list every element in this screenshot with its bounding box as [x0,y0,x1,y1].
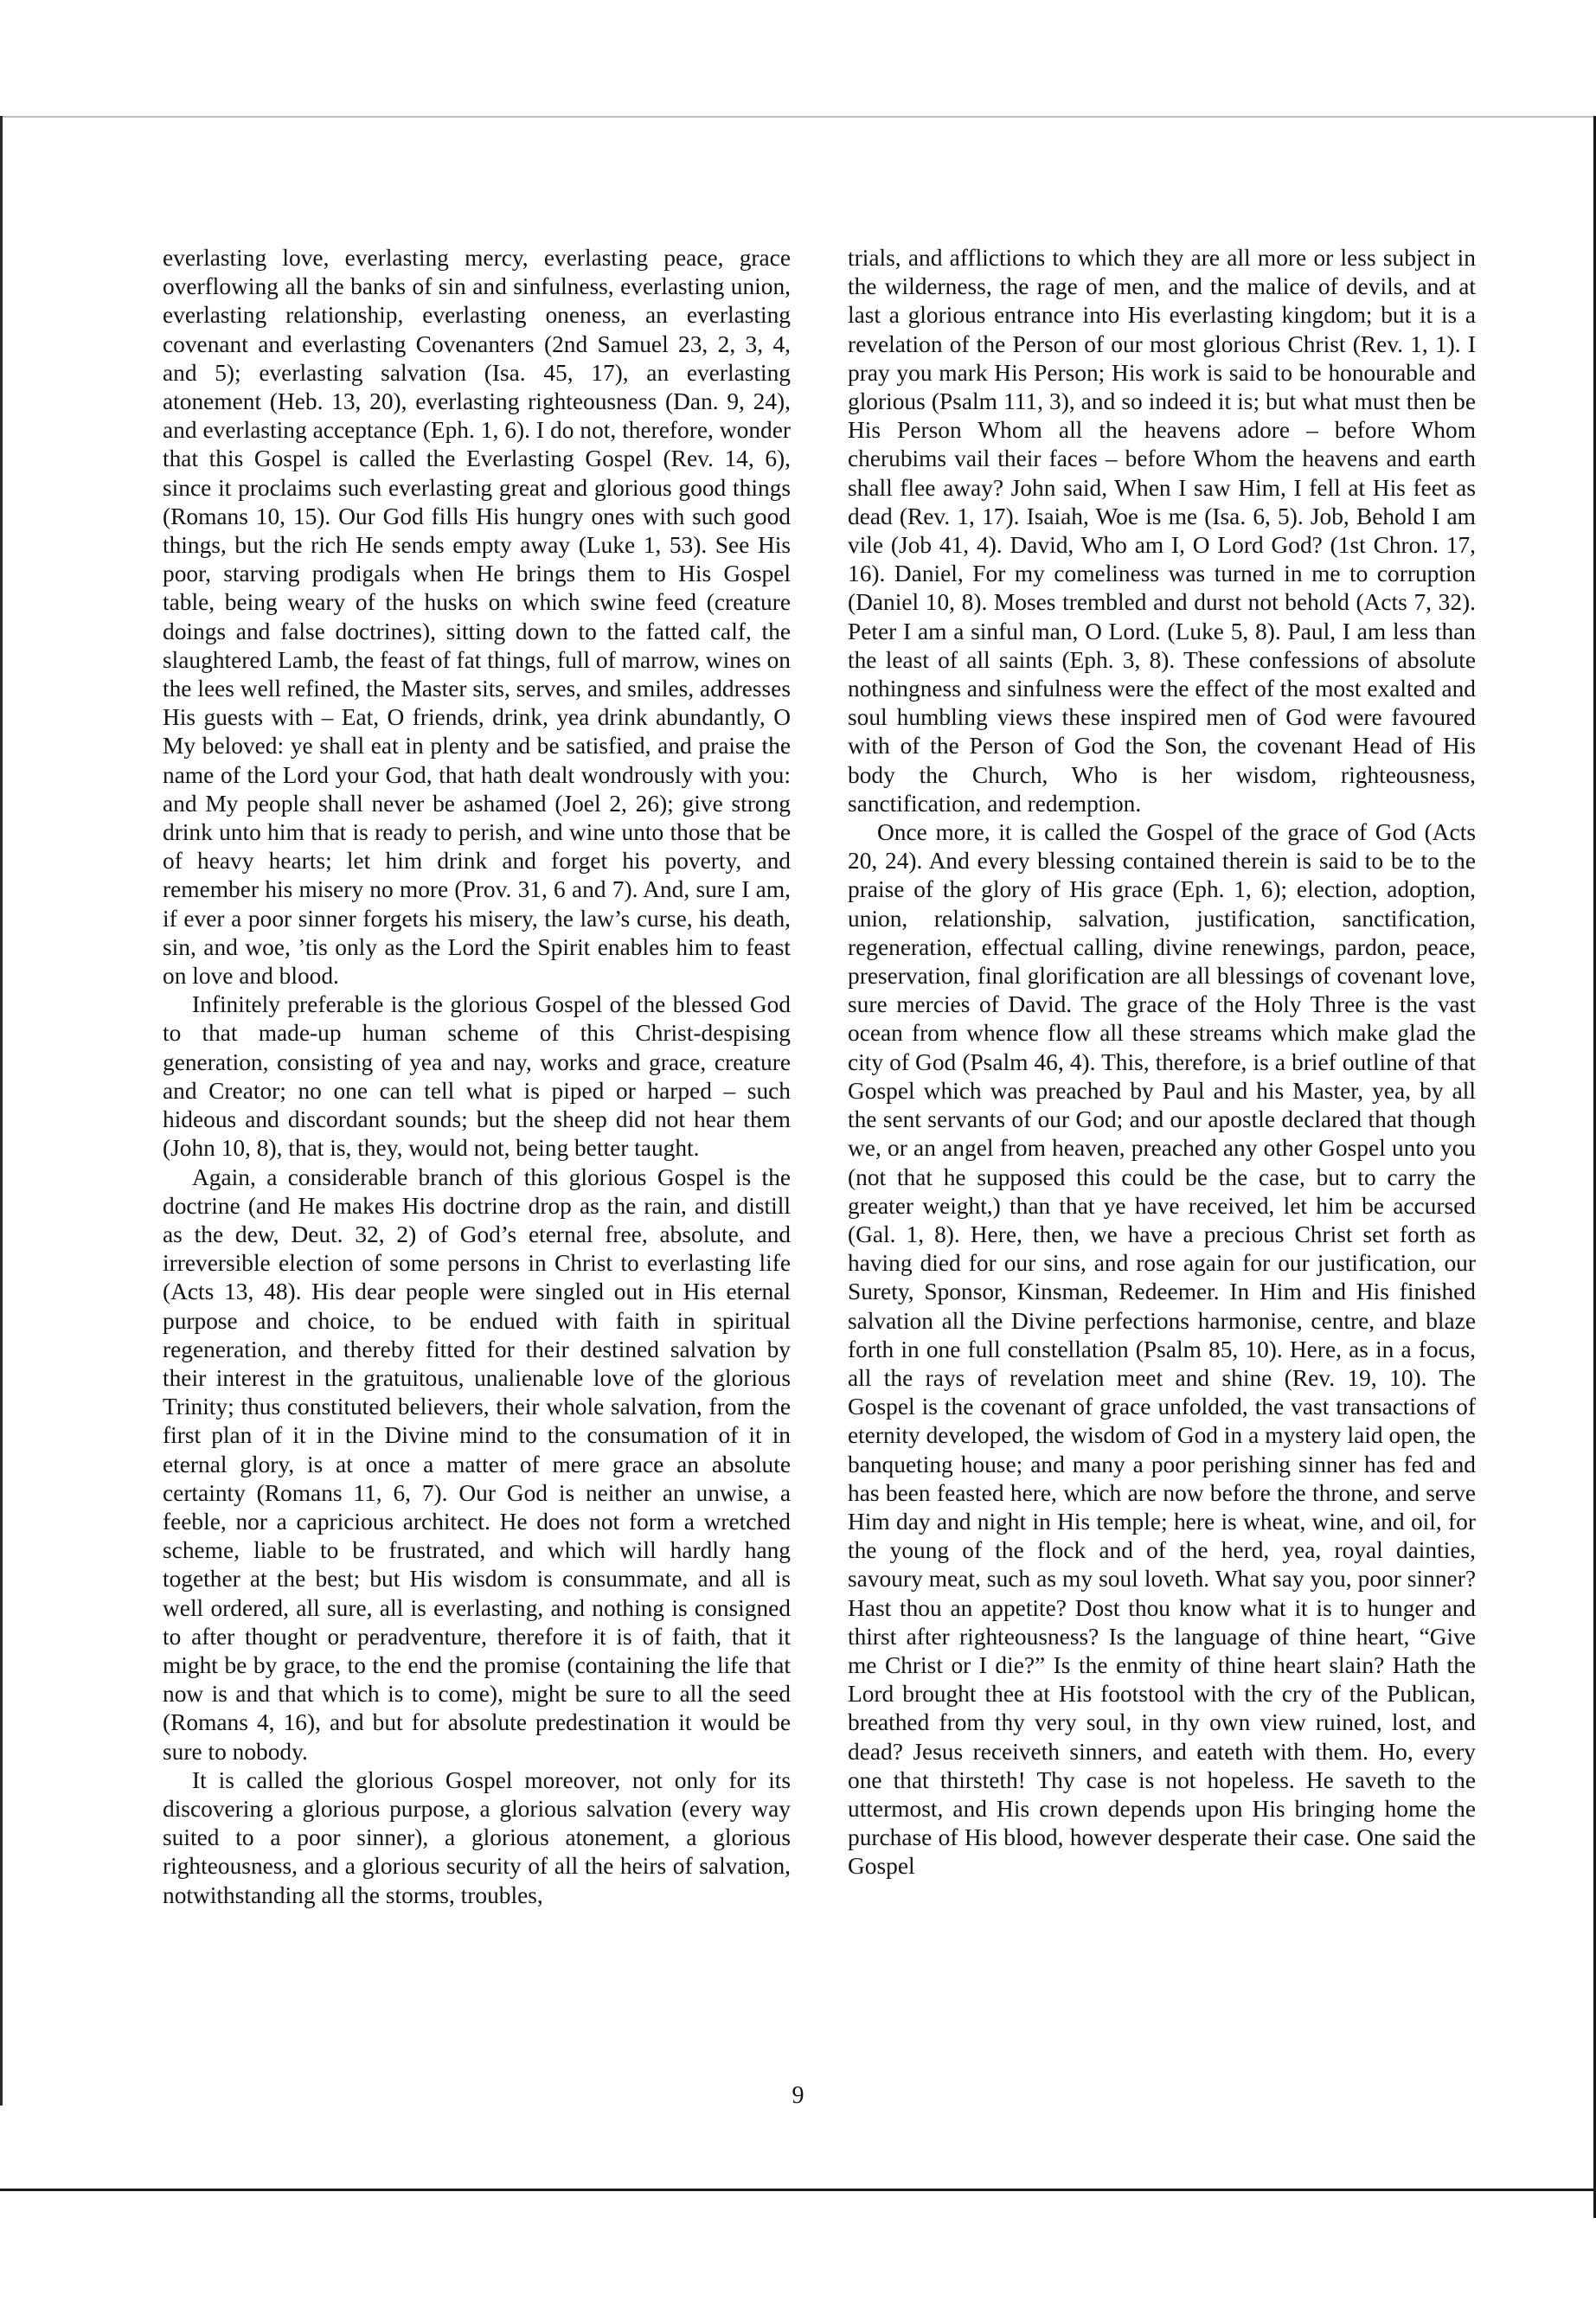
paragraph: It is called the glorious Gospel moreover, not only for its discovering a glorious purpose, a glorious salvation (every way suited to a poor sinner), a glorious atonement, a glorious righteousness, and a glorious security of all the heirs of salvation, notwithstanding all the storms, troubles, [163,1766,791,1908]
page-border-bottom [0,2189,1596,2191]
page-border-left [0,116,3,2106]
paragraph: Again, a considerable branch of this glorious Gospel is the doctrine (and He makes His doctrine drop as the rain, and distill as the dew, Deut. 32, 2) of God’s eternal free, absolute, and irreversible election of some persons in Christ to everlasting life (Acts 13, 48). His dear people were singled out in His eternal purpose and choice, to be endued with faith in spiritual regeneration, and thereby fitted for their destined salvation by their interest in the gratuitous, unalienable love of the glorious Trinity; thus constituted believers, their whole salvation, from the first plan of it in the Divine mind to the consumation of it in eternal glory, is at once a matter of mere grace an absolute certainty (Romans 11, 6, 7). Our God is neither an unwise, a feeble, nor a capricious architect. He does not form a wretched scheme, liable to be frustrated, and which will hardly hang together at the best; but His wisdom is consummate, and all is well ordered, all sure, all is everlasting, and nothing is consigned to after thought or peradventure, therefore it is of faith, that it might be by grace, to the end the promise (containing the life that now is and that which is to come), might be sure to all the seed (Romans 4, 16), and but for absolute predestination it would be sure to nobody. [163,1163,791,1765]
paragraph: trials, and afflictions to which they are all more or less subject in the wilderness, the rage of men, and the malice of devils, and at last a glorious entrance into His everlasting kingdom; but it is a revelation of the Person of our most glorious Christ (Rev. 1, 1). I pray you mark His Person; His work is said to be honourable and glorious (Psalm 111, 3), and so indeed it is; but what must then be His Person Whom all the heavens adore – before Whom cherubims vail their faces – before Whom the heavens and earth shall flee away? John said, When I saw Him, I fell at His feet as dead (Rev. 1, 17). Isaiah, Woe is me (Isa. 6, 5). Job, Behold I am vile (Job 41, 4). David, Who am I, O Lord God? (1st Chron. 17, 16). Daniel, For my comeliness was turned in me to corruption (Daniel 10, 8). Moses trembled and durst not behold (Acts 7, 32). Peter I am a sinful man, O Lord. (Luke 5, 8). Paul, I am less than the least of all saints (Eph. 3, 8). These confessions of absolute nothingness and sinfulness were the effect of the most exalted and soul humbling views these inspired men of God were favoured with of the Person of God the Son, the covenant Head of His body the Church, Who is her wisdom, righteousness, sanctification, and redemption. [848,245,1476,817]
page-number: 9 [792,2082,804,2109]
page-border-top [0,116,1596,118]
paragraph: Infinitely preferable is the glorious Gospel of the blessed God to that made-up human scheme of this Christ-despising generation, consisting of yea and nay, works and grace, creature and Creator; no one can tell what is piped or harped – such hideous and discordant sounds; but the sheep did not hear them (John 10, 8), that is, they, would not, being better taught. [163,991,791,1162]
paragraph: Once more, it is called the Gospel of the grace of God (Acts 20, 24). And every blessing contained therein is said to be to the praise of the glory of His grace (Eph. 1, 6); election, adoption, union, relationship, salvation, justification, sanctification, regeneration, effectual calling, divine renewings, pardon, peace, preservation, final glorification are all blessings of covenant love, sure mercies of David. The grace of the Holy Three is the vast ocean from whence flow all these streams which make glad the city of God (Psalm 46, 4). This, therefore, is a brief outline of that Gospel which was preached by Paul and his Master, yea, by all the sent servants of our God; and our apostle declared that though we, or an angel from heaven, preached any other Gospel unto you (not that he supposed this could be the case, but to carry the greater weight,) than that ye have received, let him be accursed (Gal. 1, 8). Here, then, we have a precious Christ set forth as having died for our sins, and rose again for our justification, our Surety, Sponsor, Kinsman, Redeemer. In Him and His finished salvation all the Divine perfections harmonise, centre, and blaze forth in one full constellation (Psalm 85, 10). Here, as in a focus, all the rays of revelation meet and shine (Rev. 19, 10). The Gospel is the covenant of grace unfolded, the vast transactions of eternity developed, the wisdom of God in a mystery laid open, the banqueting house; and many a poor perishing sinner has fed and has been feasted here, which are now before the throne, and serve Him day and night in His temple; here is wheat, wine, and oil, for the young of the flock and of the herd, yea, royal dainties, savoury meat, such as my soul loveth. What say you, poor sinner? Hast thou an appetite? Dost thou know what it is to hunger and thirst after righteousness? Is the language of thine heart, “Give me Christ or I die?” Is the enmity of thine heart slain? Hath the Lord brought thee at His footstool with the cry of the Publican, breathed from thy very soul, in thy own view ruined, lost, and dead? Jesus receiveth sinners, and eateth with them. Ho, every one that thirsteth! Thy case is not hopeless. He saveth to the uttermost, and His crown depends upon His bringing home the purchase of His blood, however desperate their case. One said the Gospel [848,819,1476,1880]
right-text-column [848,244,1476,1881]
left-text-column [163,244,791,1910]
paragraph: everlasting love, everlasting mercy, everlasting peace, grace overflowing all the banks of sin and sinfulness, everlasting union, everlasting relationship, everlasting oneness, an everlasting covenant and everlasting Covenanters (2nd Samuel 23, 2, 3, 4, and 5); everlasting salvation (Isa. 45, 17), an everlasting atonement (Heb. 13, 20), everlasting righteousness (Dan. 9, 24), and everlasting acceptance (Eph. 1, 6). I do not, therefore, wonder that this Gospel is called the Everlasting Gospel (Rev. 14, 6), since it proclaims such everlasting great and glorious good things (Romans 10, 15). Our God fills His hungry ones with such good things, but the rich He sends empty away (Luke 1, 53). See His poor, starving prodigals when He brings them to His Gospel table, being weary of the husks on which swine feed (creature doings and false doctrines), sitting down to the fatted calf, the slaughtered Lamb, the feast of fat things, full of marrow, wines on the lees well refined, the Master sits, serves, and smiles, addresses His guests with – Eat, O friends, drink, yea drink abundantly, O My beloved: ye shall eat in plenty and be satisfied, and praise the name of the Lord your God, that hath dealt wondrously with you: and My people shall never be ashamed (Joel 2, 26); give strong drink unto him that is ready to perish, and wine unto those that be of heavy hearts; let him drink and forget his poverty, and remember his misery no more (Prov. 31, 6 and 7). And, sure I am, if ever a poor sinner forgets his misery, the law’s curse, his death, sin, and woe, ’tis only as the Lord the Spirit enables him to feast on love and blood. [163,245,791,990]
